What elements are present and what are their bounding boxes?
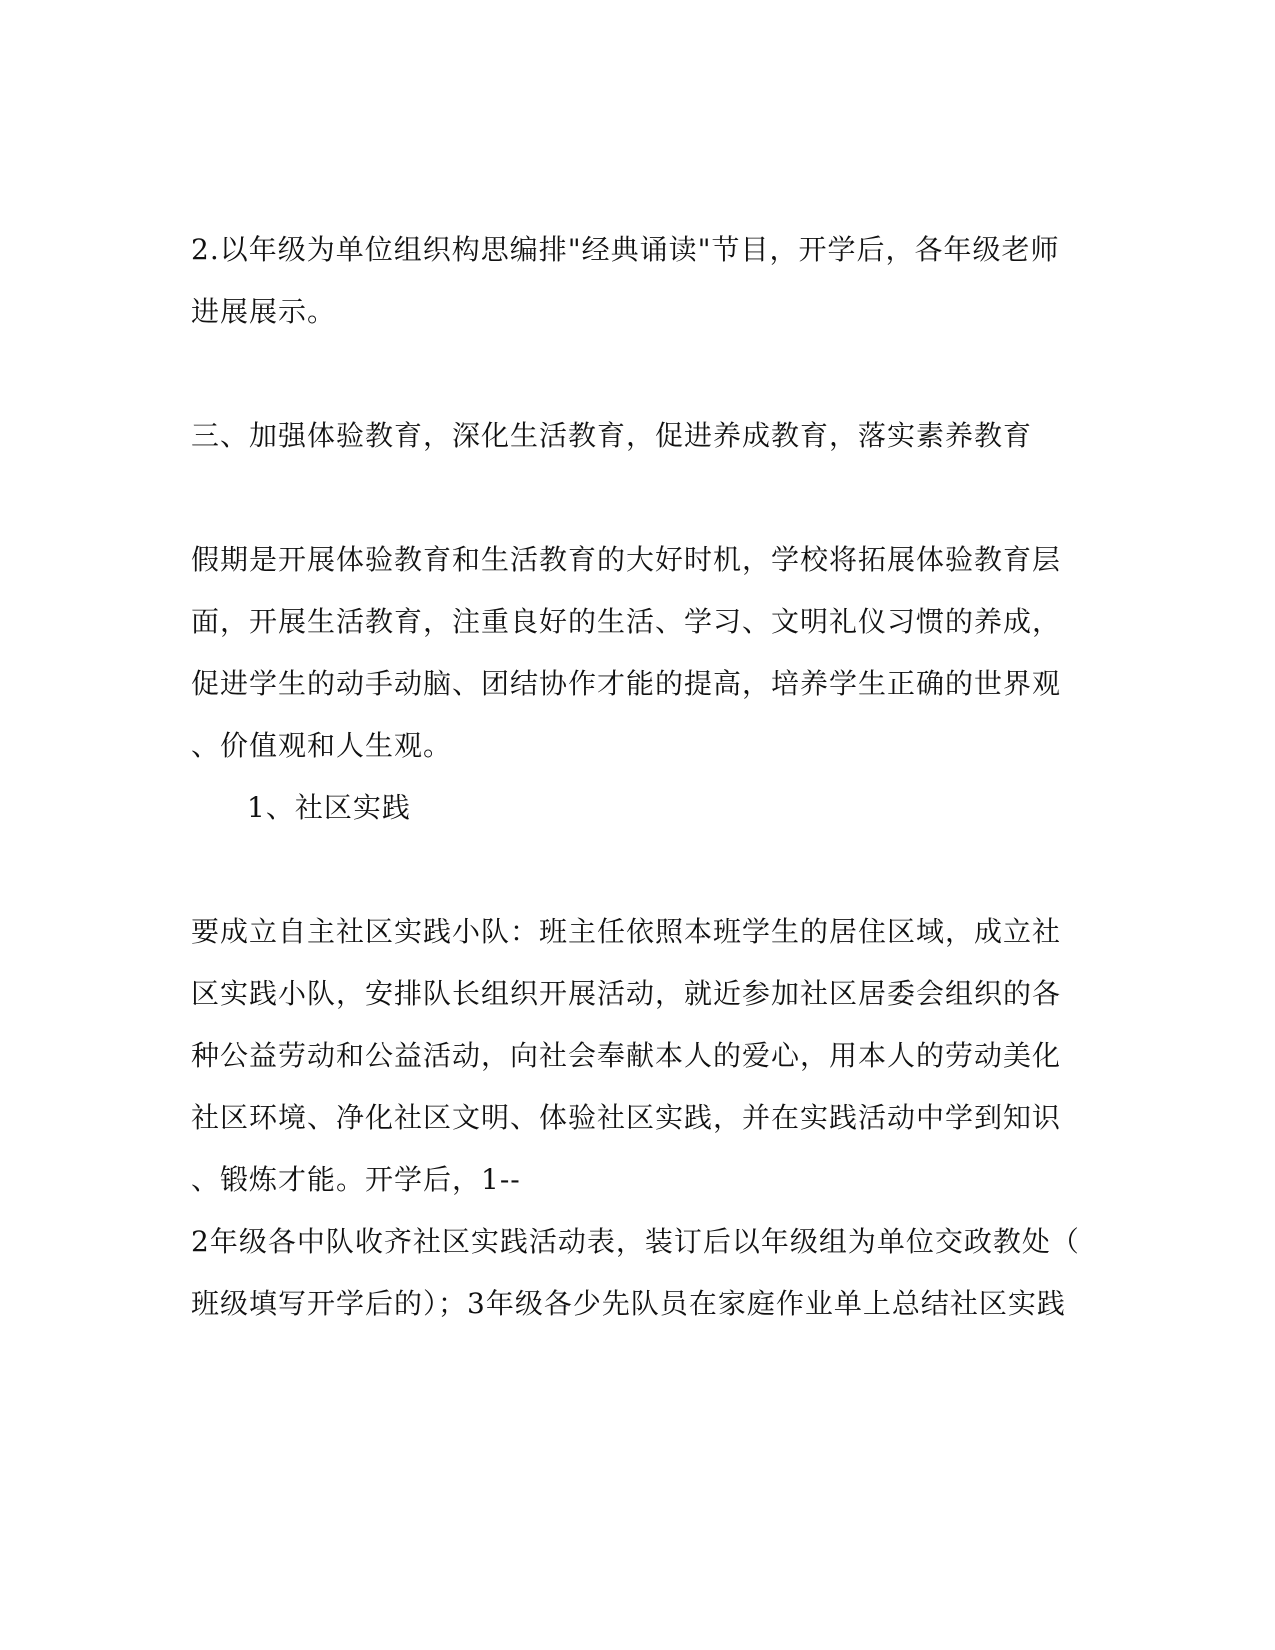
paragraph-line: 社区环境、净化社区文明、体验社区实践，并在实践活动中学到知识 [191, 1101, 1062, 1134]
paragraph-line: 面，开展生活教育，注重良好的生活、学习、文明礼仪习惯的养成， [191, 605, 1062, 638]
paragraph-line: 、价值观和人生观。 [191, 729, 453, 762]
paragraph-line: 进展展示。 [191, 295, 337, 328]
paragraph-line: 区实践小队，安排队长组织开展活动，就近参加社区居委会组织的各 [191, 977, 1062, 1010]
paragraph-line: 促进学生的动手动脑、团结协作才能的提高，培养学生正确的世界观 [191, 667, 1062, 700]
section-heading: 三、加强体验教育，深化生活教育，促进养成教育，落实素养教育 [191, 419, 1033, 452]
paragraph-line: 种公益劳动和公益活动，向社会奉献本人的爱心，用本人的劳动美化 [191, 1039, 1062, 1072]
paragraph-line: 要成立自主社区实践小队：班主任依照本班学生的居住区域，成立社 [191, 915, 1062, 948]
paragraph-line: 班级填写开学后的）；3年级各少先队员在家庭作业单上总结社区实践 [191, 1287, 1066, 1320]
paragraph-line: 假期是开展体验教育和生活教育的大好时机，学校将拓展体验教育层 [191, 543, 1062, 576]
subsection-heading: 1、社区实践 [247, 791, 411, 824]
paragraph-line: 2.以年级为单位组织构思编排"经典诵读"节目，开学后，各年级老师 [191, 233, 1060, 266]
paragraph-line: 、锻炼才能。开学后，1-- [191, 1163, 521, 1196]
paragraph-line: 2年级各中队收齐社区实践活动表，装订后以年级组为单位交政教处（ [191, 1225, 1080, 1258]
